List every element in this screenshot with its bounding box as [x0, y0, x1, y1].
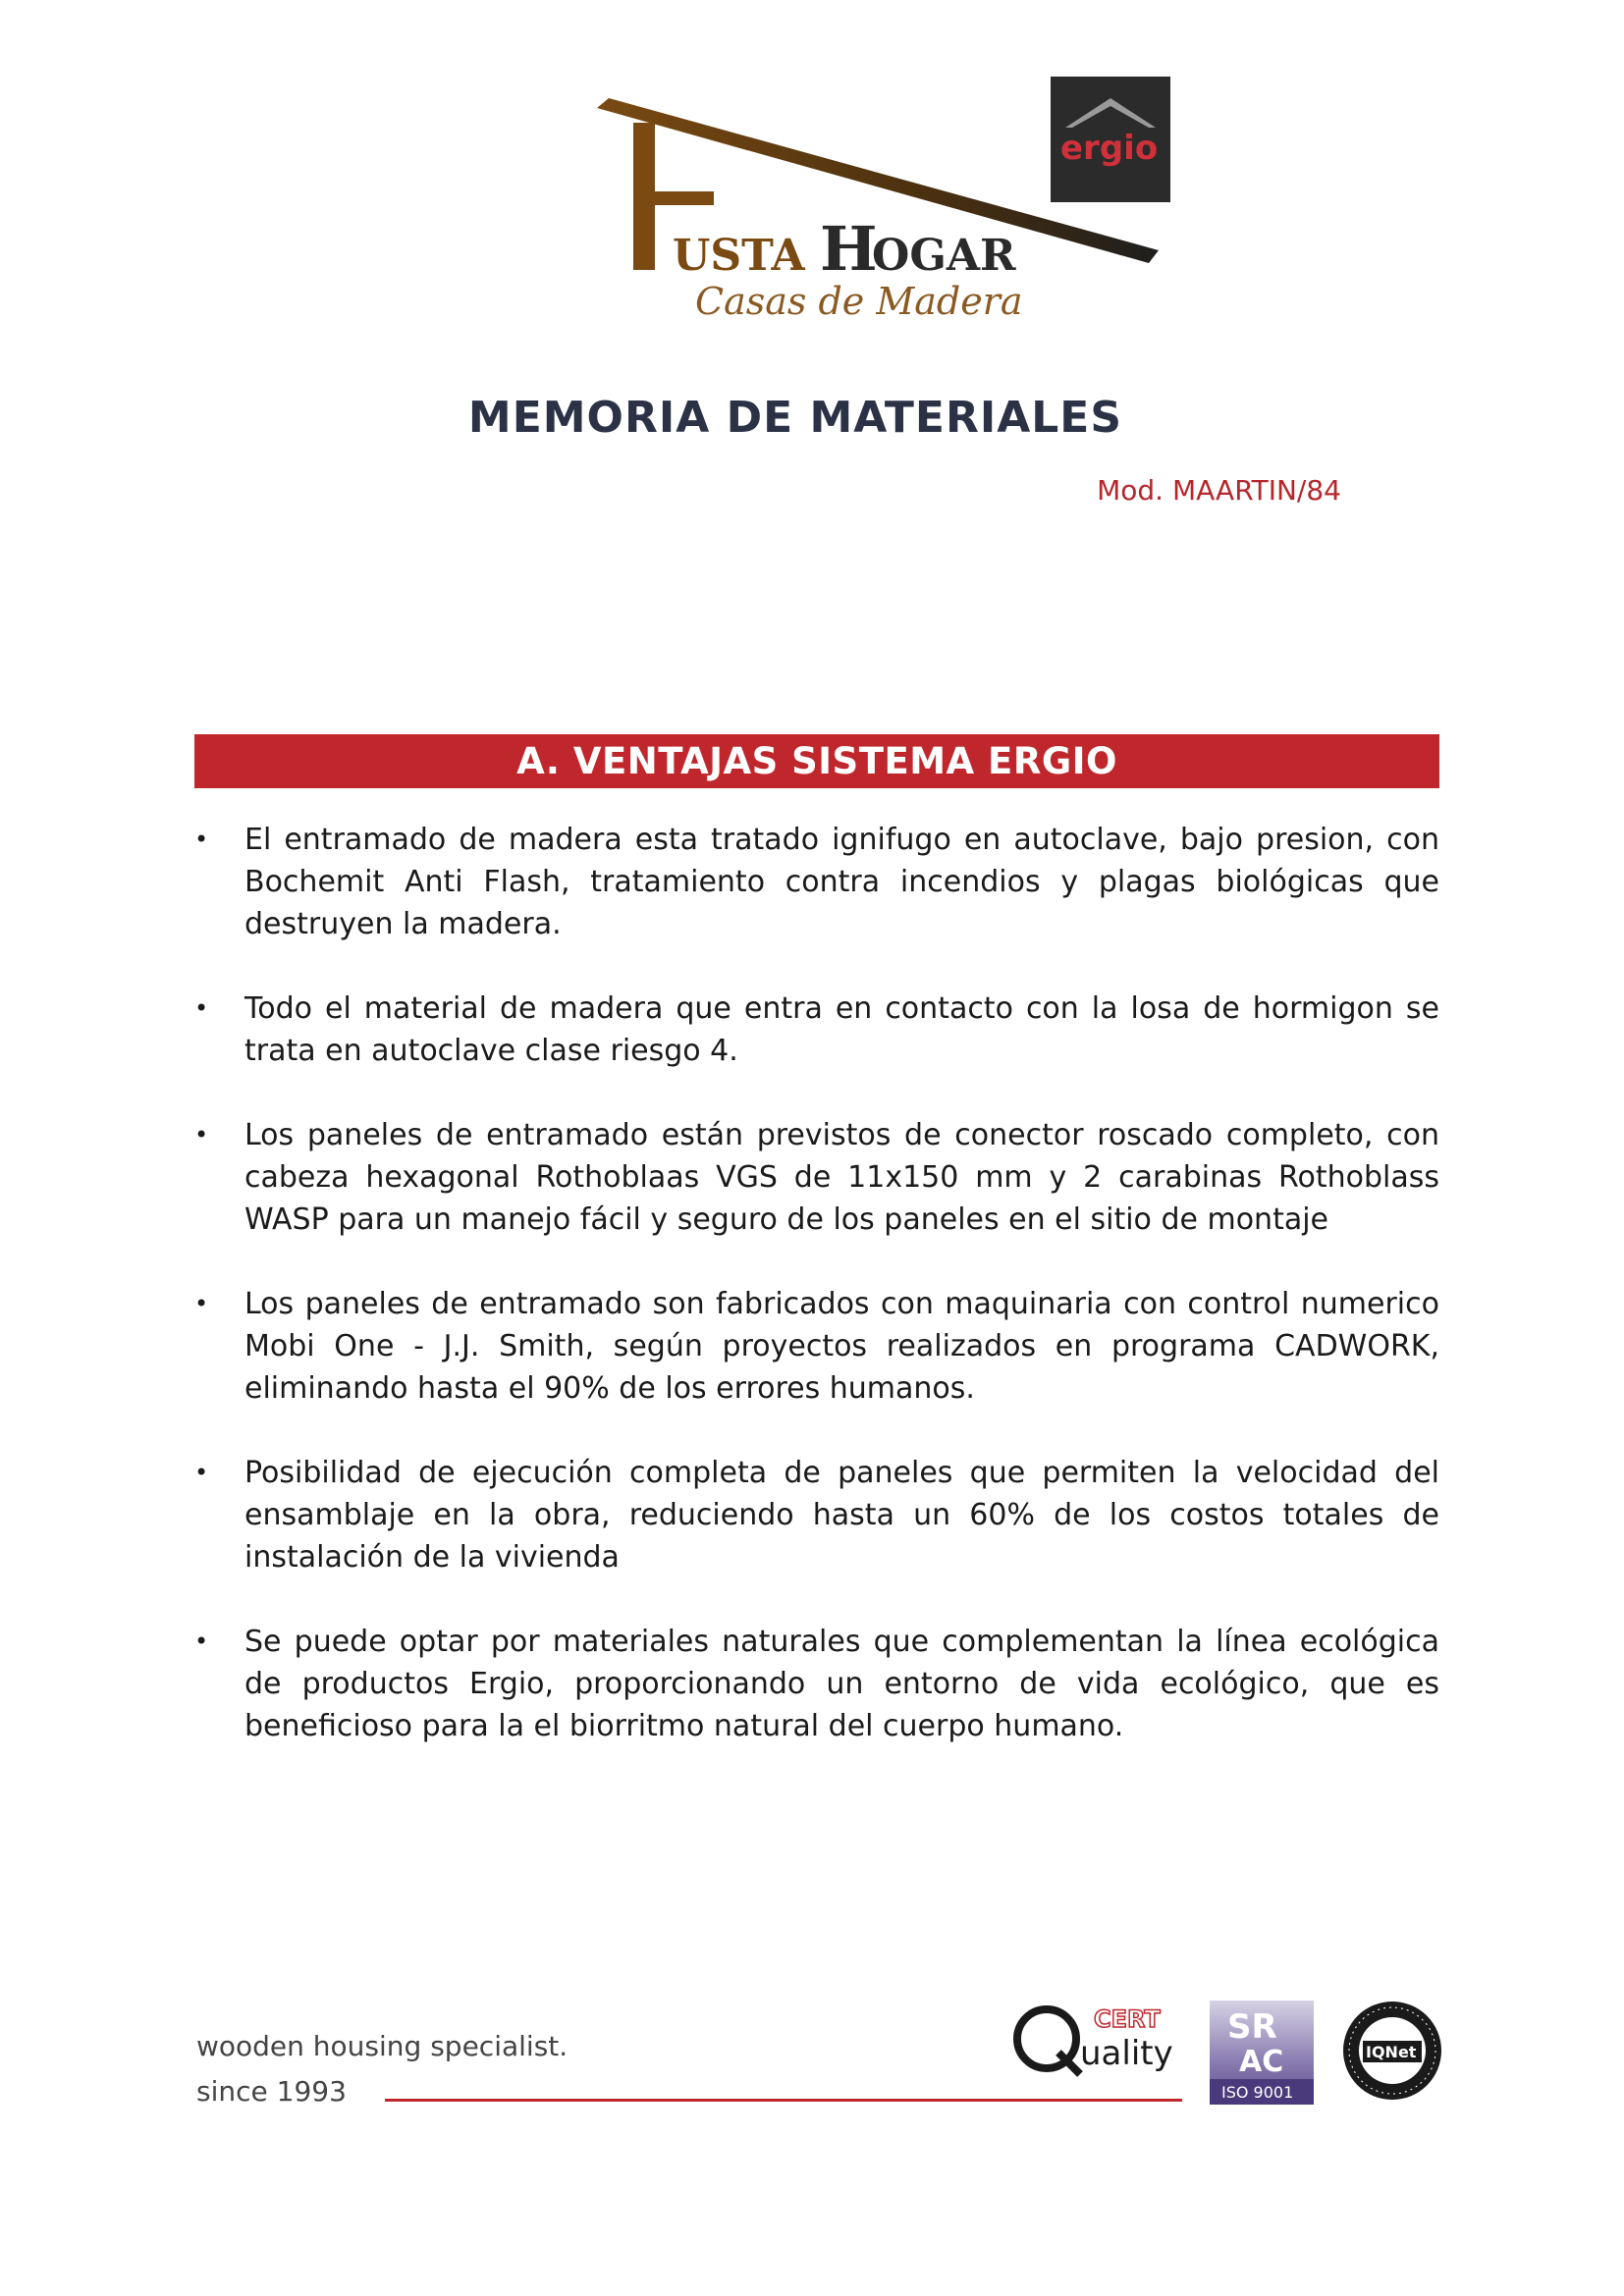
- section-header: [194, 734, 1439, 788]
- model-reference: Mod. MAARTIN/84: [1097, 474, 1341, 507]
- brand-subtitle: Casas de Madera: [695, 280, 1023, 323]
- list-item-text: Posibilidad de ejecución completa de paneles que permiten la velocidad del ensamblaje en la obra, reduciendo hasta un 60% de los costos totales de instalación de la vivienda: [244, 1456, 1439, 1575]
- footer-since: since 1993: [196, 2075, 347, 2108]
- bullet-icon: •: [194, 1290, 209, 1317]
- list-item-text: El entramado de madera esta tratado ignifugo en autoclave, bajo presion, con Bochemit Anti Flash, tratamiento contra incendios y plagas biológicas que destruyen la madera.: [244, 823, 1439, 941]
- f-post-shape: [633, 123, 655, 270]
- brand-initial-h: H: [820, 213, 878, 285]
- ergio-badge-text: ergio: [1060, 129, 1159, 168]
- bullet-icon: •: [194, 826, 209, 853]
- iqnet-logo: [1339, 1998, 1445, 2104]
- list-item: [194, 819, 1439, 945]
- qcert-quality-text: uality: [1080, 2034, 1173, 2073]
- bullet-icon: •: [194, 994, 209, 1022]
- footer-divider: [385, 2099, 1182, 2102]
- footer-tagline: wooden housing specialist.: [196, 2030, 568, 2062]
- bullet-icon: •: [194, 1121, 209, 1148]
- srac-iso-text: ISO 9001: [1221, 2083, 1294, 2102]
- srac-top-text: SR: [1227, 2007, 1277, 2047]
- bullet-icon: •: [194, 1459, 209, 1486]
- advantages-list: [194, 819, 1439, 1789]
- qcert-quality-logo: [1011, 1998, 1188, 2081]
- srac-iso-logo: [1210, 2001, 1314, 2105]
- list-item-text: Todo el material de madera que entra en contacto con la losa de hormigon se trata en autoclave clase riesgo 4.: [244, 991, 1439, 1068]
- list-item-text: Los paneles de entramado son fabricados con maquinaria con control numerico Mobi One - J.J. Smith, según proyectos realizados en programa CADWORK, eliminando hasta el 90% de los errores humanos.: [244, 1287, 1439, 1406]
- fustahogar-logo: [579, 69, 1188, 334]
- brand-word-ogar: OGAR: [872, 231, 1016, 281]
- list-item-text: Se puede optar por materiales naturales que complementan la línea ecológica de productos Ergio, proporcionando un entorno de vida ecológico, que es beneficioso para la el biorritmo natural del cuerpo humano.: [244, 1625, 1439, 1743]
- iqnet-text: IQNet: [1366, 2043, 1417, 2061]
- brand-word-usta: USTA: [673, 231, 805, 281]
- list-item: [194, 1621, 1439, 1747]
- list-item: [194, 1114, 1439, 1241]
- list-item: [194, 1452, 1439, 1578]
- document-title: MEMORIA DE MATERIALES: [467, 393, 1123, 443]
- bullet-icon: •: [194, 1628, 209, 1655]
- srac-mid-text: AC: [1239, 2045, 1284, 2079]
- qcert-cert-text: CERT: [1094, 2005, 1161, 2033]
- f-bar-shape: [655, 191, 714, 205]
- list-item: [194, 1283, 1439, 1410]
- list-item-text: Los paneles de entramado están previstos de conector roscado completo, con cabeza hexagonal Rothoblaas VGS de 11x150 mm y 2 carabinas Rothoblass WASP para un manejo fácil y seguro de los paneles en el sitio de montaje: [244, 1118, 1439, 1237]
- section-header-label: A. VENTAJAS SISTEMA ERGIO: [516, 740, 1117, 782]
- list-item: [194, 988, 1439, 1072]
